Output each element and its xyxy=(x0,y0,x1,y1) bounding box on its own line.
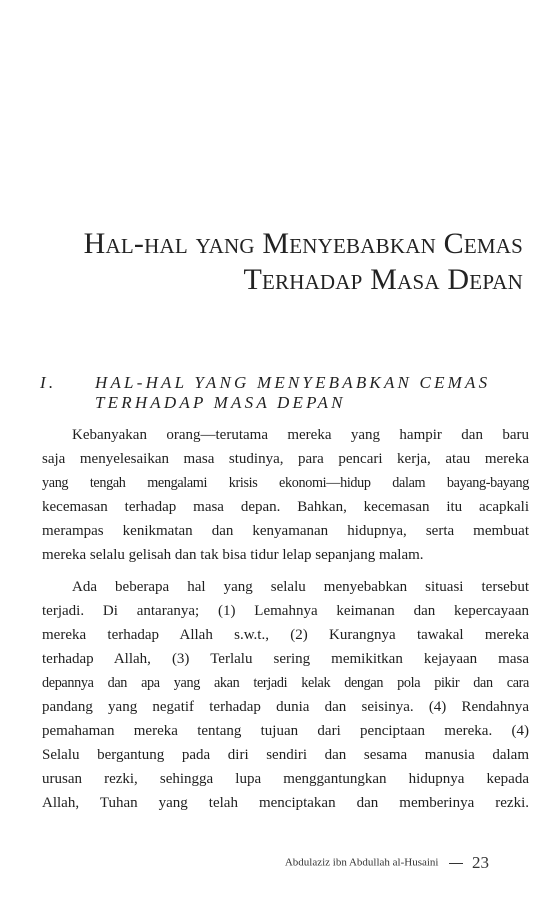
footer-author: Abdulaziz ibn Abdullah al-Husaini xyxy=(284,856,439,869)
paragraph-2 xyxy=(42,575,529,815)
text-line: kecemasan terhadap masa depan. Bahkan, kecemasan itu acapkali xyxy=(42,499,529,515)
chapter-title-line-1: Hal-hal yang Menyebabkan Cemas xyxy=(83,227,523,260)
footer-separator xyxy=(449,863,463,864)
section-heading-line-1: HAL-HAL YANG MENYEBABKAN CEMAS xyxy=(95,373,491,392)
text-line: terjadi. Di antaranya; (1) Lemahnya keimanan dan kepercayaan xyxy=(42,603,529,619)
chapter-title-line-2: Terhadap Masa Depan xyxy=(243,263,523,296)
text-line: Selalu bergantung pada diri sendiri dan sesama manusia dalam xyxy=(42,747,529,763)
text-line: Kebanyakan orang—terutama mereka yang hampir dan baru xyxy=(72,427,529,443)
text-line: pemahaman mereka tentang tujuan dari penciptaan mereka. (4) xyxy=(42,723,529,739)
text-line: urusan rezki, sehingga lupa menggantungkan hidupnya kepada xyxy=(42,771,529,787)
text-line: Ada beberapa hal yang selalu menyebabkan situasi tersebut xyxy=(72,579,529,595)
text-line: mereka selalu gelisah dan tak bisa tidur lelap sepanjang malam. xyxy=(42,547,424,563)
text-line: saja menyelesaikan masa studinya, para pencari kerja, atau mereka xyxy=(42,451,529,467)
section-heading-line-2: TERHADAP MASA DEPAN xyxy=(95,393,346,412)
text-line: yang tengah mengalami krisis ekonomi—hidup dalam bayang-bayang xyxy=(42,475,529,491)
text-line: Allah, Tuhan yang telah menciptakan dan memberinya rezki. xyxy=(42,795,529,811)
chapter-title xyxy=(53,226,523,298)
text-line: depannya dan apa yang akan terjadi kelak dengan pola pikir dan cara xyxy=(42,675,529,691)
section-number: I. xyxy=(40,373,57,392)
body-text xyxy=(42,423,529,815)
page-footer xyxy=(285,853,489,873)
text-line: mereka terhadap Allah s.w.t., (2) Kurangnya tawakal mereka xyxy=(42,627,529,643)
paragraph-1 xyxy=(42,423,529,567)
text-line: terhadap Allah, (3) Terlalu sering memikitkan kejayaan masa xyxy=(42,651,529,667)
page-number: 23 xyxy=(472,853,489,872)
text-line: merampas kenikmatan dan kenyamanan hidupnya, serta membuat xyxy=(42,523,529,539)
text-line: pandang yang negatif terhadap dunia dan seisinya. (4) Rendahnya xyxy=(42,699,529,715)
